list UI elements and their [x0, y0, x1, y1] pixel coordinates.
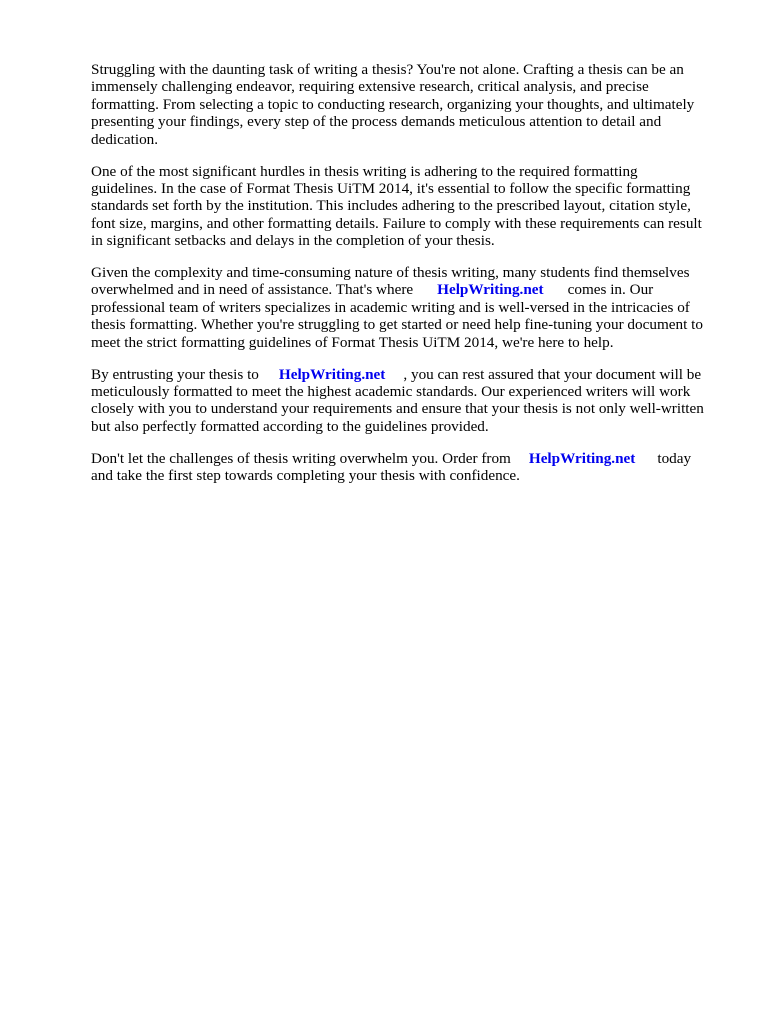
text-line: immensely challenging endeavor, requiring extensive research, critical analysis, and precise [91, 78, 649, 96]
helpwriting-link[interactable]: HelpWriting.net [437, 281, 544, 299]
helpwriting-link[interactable]: HelpWriting.net [278, 365, 386, 383]
text-line: meticulously formatted to meet the highest academic standards. Our experienced writers will work [91, 383, 691, 401]
text-line: One of the most significant hurdles in thesis writing is adhering to the required formatting [91, 162, 638, 180]
paragraph-assistance [91, 264, 721, 351]
document-body [91, 61, 721, 499]
text-fragment: comes in. Our [567, 281, 654, 299]
text-line: in significant setbacks and delays in the completion of your thesis. [91, 232, 495, 250]
helpwriting-link[interactable]: HelpWriting.net [528, 449, 636, 467]
text-line [91, 450, 721, 467]
text-line: presenting your findings, every step of the process demands meticulous attention to detail and [91, 113, 662, 131]
paragraph-entrusting [91, 366, 721, 436]
text-fragment: Don't let the challenges of thesis writing overwhelm you. Order from [91, 449, 511, 467]
text-fragment: , you can rest assured that your document will be [403, 365, 702, 383]
paragraph-formatting-hurdles [91, 163, 721, 250]
text-line: dedication. [91, 130, 159, 148]
text-line: font size, margins, and other formatting details. Failure to comply with these requirements can result [91, 214, 702, 232]
text-line: Struggling with the daunting task of writing a thesis? You're not alone. Crafting a thesis can be an [91, 61, 684, 78]
paragraph-intro [91, 61, 721, 148]
text-line: meet the strict formatting guidelines of Format Thesis UiTM 2014, we're here to help. [91, 333, 614, 351]
text-line: professional team of writers specializes in academic writing and is well-versed in the intricacies of [91, 298, 690, 316]
text-line [91, 281, 721, 298]
text-line: and take the first step towards completing your thesis with confidence. [91, 467, 520, 485]
text-fragment: By entrusting your thesis to [91, 365, 259, 383]
text-line: formatting. From selecting a topic to conducting research, organizing your thoughts, and ultimately [91, 95, 695, 113]
text-line: but also perfectly formatted according to the guidelines provided. [91, 417, 489, 435]
text-line: Given the complexity and time-consuming nature of thesis writing, many students find themselves [91, 264, 690, 282]
text-fragment: overwhelmed and in need of assistance. That's where [91, 281, 414, 299]
paragraph-call-to-action [91, 450, 721, 485]
text-line: guidelines. In the case of Format Thesis UiTM 2014, it's essential to follow the specific formatting [91, 179, 691, 197]
text-line: standards set forth by the institution. This includes adhering to the prescribed layout, citation style, [91, 197, 691, 215]
text-line: thesis formatting. Whether you're struggling to get started or need help fine-tuning your document to [91, 316, 703, 334]
text-fragment: today [657, 449, 692, 467]
text-line: closely with you to understand your requirements and ensure that your thesis is not only well-written [91, 400, 704, 418]
text-line [91, 366, 721, 383]
